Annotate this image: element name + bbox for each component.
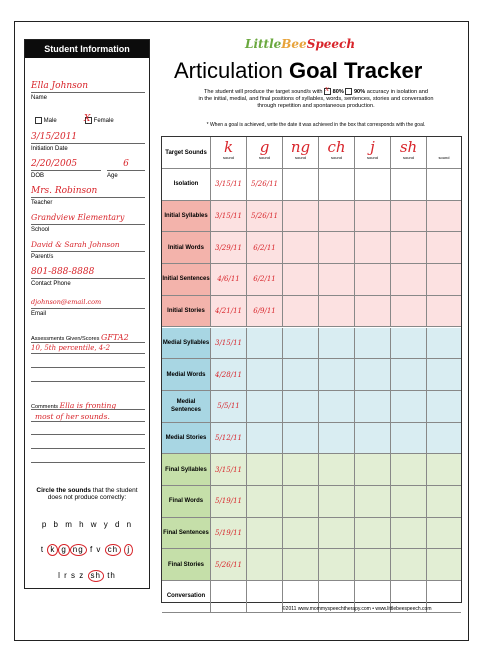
goal-date-cell[interactable] <box>391 391 427 423</box>
comment-line-3 <box>31 434 145 435</box>
gender-female[interactable] <box>84 114 114 125</box>
sound-g-circled[interactable]: g <box>58 544 69 556</box>
goal-date-cell[interactable]: 4/21/11 <box>211 296 247 328</box>
goal-date-cell[interactable] <box>427 232 461 264</box>
goal-date-cell[interactable] <box>427 486 461 518</box>
goal-row-label: Initial Syllables <box>162 201 211 233</box>
intro-l1a: The student will produce the target sound/s with <box>204 88 323 95</box>
goal-date-cell[interactable] <box>283 359 319 391</box>
assessments-label: Assessments Given/Scores <box>31 336 100 342</box>
goal-date-cell[interactable] <box>247 518 283 550</box>
initiation-label: Initiation Date <box>31 146 68 152</box>
sound-col-5[interactable] <box>355 137 391 169</box>
goal-row <box>162 328 461 360</box>
goal-row-label: Isolation <box>162 169 211 201</box>
goal-date-cell[interactable] <box>319 328 355 360</box>
goal-date-cell[interactable] <box>319 549 355 581</box>
goal-date-cell[interactable] <box>391 518 427 550</box>
goal-date-cell[interactable] <box>391 423 427 455</box>
phone-label: Contact Phone <box>31 281 71 287</box>
goal-date-cell[interactable] <box>247 391 283 423</box>
goal-date-cell[interactable] <box>319 486 355 518</box>
goal-date-cell[interactable] <box>391 169 427 201</box>
goal-date-cell[interactable] <box>283 201 319 233</box>
sound-col-2-value: g <box>259 138 270 156</box>
goal-row <box>162 201 461 233</box>
gender-male[interactable] <box>35 117 57 124</box>
goal-date-cell[interactable] <box>355 486 391 518</box>
intro-l2: in the initial, medial, and final positions of syllables, words, sentences, stories and conversation <box>198 95 434 102</box>
comment-line-5 <box>31 462 145 463</box>
pct1: 80% <box>332 88 344 95</box>
goal-row-label: Medial Syllables <box>162 328 211 360</box>
goal-row-label: Initial Sentences <box>162 264 211 296</box>
goal-date-cell[interactable] <box>427 201 461 233</box>
dob-field[interactable] <box>31 158 101 179</box>
intro-l3: through repetition and spontaneous production. <box>257 102 375 109</box>
goal-row <box>162 169 461 201</box>
sound-t[interactable]: t <box>40 545 45 554</box>
goal-date-cell[interactable] <box>283 328 319 360</box>
sound-col-1-value: k <box>223 138 234 156</box>
goal-date-cell[interactable]: 3/29/11 <box>211 232 247 264</box>
copyright-footer: ©2011 www.mommyspeechtherapy.com • www.littlebeespeech.com <box>282 606 432 612</box>
goal-date-cell[interactable] <box>319 169 355 201</box>
comments-value2: most of her sounds. <box>35 412 110 421</box>
goal-date-cell[interactable]: 5/19/11 <box>211 518 247 550</box>
goal-statement <box>172 85 460 110</box>
assessments-value2: 10, 5th percentile, 4-2 <box>31 344 111 352</box>
goal-date-cell[interactable]: 4/6/11 <box>211 264 247 296</box>
goal-date-cell[interactable]: 6/9/11 <box>247 296 283 328</box>
goal-date-cell[interactable] <box>391 201 427 233</box>
goal-row <box>162 486 461 518</box>
sound-col-4-value: ch <box>327 138 346 156</box>
sound-r[interactable]: r <box>64 571 68 580</box>
sound-col-6-value: sh <box>399 138 418 156</box>
goal-date-cell[interactable] <box>283 169 319 201</box>
title-part-b: Goal Tracker <box>288 58 423 83</box>
goal-date-cell[interactable]: 3/15/11 <box>211 201 247 233</box>
goal-date-cell[interactable]: 6/2/11 <box>247 232 283 264</box>
brand-logo <box>245 37 355 51</box>
goal-date-cell[interactable]: 3/15/11 <box>211 169 247 201</box>
goal-row <box>162 264 461 296</box>
sound-sub-label: sound <box>223 155 234 160</box>
sound-col-5-value: j <box>370 138 375 156</box>
brand-part-b: Bee <box>281 37 307 51</box>
sound-z[interactable]: z <box>79 571 85 580</box>
goal-date-cell[interactable] <box>355 423 391 455</box>
goal-date-cell[interactable] <box>319 359 355 391</box>
assessments-value1: GFTA2 <box>100 333 129 342</box>
parents-value: David & Sarah Johnson <box>31 239 145 252</box>
assessments-field[interactable] <box>31 333 147 342</box>
name-value: Ella Johnson <box>31 80 145 93</box>
sound-col-4[interactable] <box>319 137 355 169</box>
goal-row-label: Medial Words <box>162 359 211 391</box>
goal-date-cell[interactable] <box>319 232 355 264</box>
goal-date-cell[interactable] <box>391 328 427 360</box>
name-field[interactable] <box>31 80 145 101</box>
goal-date-cell[interactable] <box>319 391 355 423</box>
sound-row-2 <box>25 544 149 556</box>
sound-row-1: p b m h w y d n <box>41 520 133 529</box>
goal-row-label: Medial Stories <box>162 423 211 455</box>
goal-date-cell[interactable] <box>247 454 283 486</box>
comments-label: Comments <box>31 404 59 410</box>
sound-l[interactable]: l <box>58 571 61 580</box>
sound-sub-label: sound <box>438 155 450 160</box>
student-info-title: Student Information <box>25 40 149 58</box>
goal-row-label: Medial Sentences <box>162 391 211 423</box>
sound-s[interactable]: s <box>71 571 77 580</box>
goal-date-cell[interactable] <box>391 264 427 296</box>
goal-date-cell[interactable] <box>283 232 319 264</box>
goal-date-cell[interactable] <box>247 359 283 391</box>
email-value: djohnson@email.com <box>31 296 145 309</box>
age-field[interactable] <box>107 158 145 179</box>
goal-date-cell[interactable]: 5/19/11 <box>211 486 247 518</box>
dob-value: 2/20/2005 <box>31 158 101 171</box>
goal-date-cell[interactable] <box>355 169 391 201</box>
initiation-value: 3/15/2011 <box>31 131 145 144</box>
sound-col-3[interactable] <box>283 137 319 169</box>
sound-col-1[interactable] <box>211 137 247 169</box>
goal-date-cell[interactable] <box>391 549 427 581</box>
sound-sh-circled[interactable]: sh <box>88 570 104 582</box>
goal-date-cell[interactable] <box>391 232 427 264</box>
goal-row <box>162 423 461 455</box>
goal-row <box>162 391 461 423</box>
comment-line-4 <box>31 448 145 449</box>
sound-th[interactable]: th <box>107 571 116 580</box>
sound-col-3-value: ng <box>290 138 311 156</box>
goal-row <box>162 359 461 391</box>
comment-line-2 <box>31 421 145 422</box>
circle-line2: does not produce correctly: <box>47 494 127 501</box>
intro-l1b: accuracy in isolation and <box>366 88 428 95</box>
goal-row-label: Conversation <box>162 581 211 613</box>
goal-date-cell[interactable] <box>427 169 461 201</box>
goal-date-cell[interactable] <box>427 549 461 581</box>
comment-line-1 <box>31 409 145 410</box>
goal-date-cell[interactable] <box>283 296 319 328</box>
goal-date-cell[interactable] <box>355 549 391 581</box>
goal-date-cell[interactable] <box>283 423 319 455</box>
sound-sub-label: sound <box>403 155 414 160</box>
female-mark: X <box>84 114 91 124</box>
goal-date-cell[interactable] <box>319 518 355 550</box>
goal-date-cell[interactable] <box>355 201 391 233</box>
goal-date-cell[interactable] <box>319 296 355 328</box>
age-value: 6 <box>107 158 145 171</box>
goal-date-cell[interactable]: 6/2/11 <box>247 264 283 296</box>
target-sounds-label: Target Sounds <box>162 137 211 169</box>
goal-date-cell[interactable]: 5/5/11 <box>211 391 247 423</box>
goal-date-cell[interactable] <box>355 264 391 296</box>
assess-line-1 <box>31 342 145 343</box>
goal-date-cell[interactable]: 5/12/11 <box>211 423 247 455</box>
circle-rest: that the student <box>92 487 138 494</box>
assess-line-3 <box>31 367 145 368</box>
goal-date-cell[interactable] <box>355 328 391 360</box>
email-label: Email <box>31 311 47 317</box>
goal-date-cell[interactable] <box>283 549 319 581</box>
sound-sub-label: sound <box>259 155 270 160</box>
page-title <box>174 58 422 84</box>
goal-date-cell[interactable]: 5/26/11 <box>247 201 283 233</box>
sound-col-6[interactable] <box>391 137 427 169</box>
goal-date-cell[interactable] <box>319 264 355 296</box>
goal-date-cell[interactable] <box>427 296 461 328</box>
male-checkbox[interactable] <box>35 117 42 124</box>
goal-row-label: Initial Stories <box>162 296 211 328</box>
goal-note: * When a goal is achieved, write the date it was achieved in the box that corresponds with the goal. <box>206 122 426 128</box>
sound-sub-label: sound <box>367 155 378 160</box>
dob-label: DOB <box>31 173 45 179</box>
goal-row-label: Final Syllables <box>162 454 211 486</box>
goal-date-cell[interactable] <box>247 423 283 455</box>
name-label: Name <box>31 95 48 101</box>
goal-row-label: Final Words <box>162 486 211 518</box>
goal-date-cell[interactable]: 5/26/11 <box>211 549 247 581</box>
goal-date-cell[interactable] <box>283 486 319 518</box>
parents-field[interactable] <box>31 239 145 260</box>
student-info-panel <box>24 39 150 589</box>
goal-date-cell[interactable] <box>427 423 461 455</box>
goal-date-cell[interactable] <box>247 581 283 613</box>
sound-ch-circled[interactable]: ch <box>105 544 121 556</box>
sound-col-2[interactable] <box>247 137 283 169</box>
comments-value1: Ella is fronting <box>59 401 117 410</box>
phone-field[interactable] <box>31 266 145 287</box>
goal-date-cell[interactable] <box>427 264 461 296</box>
goal-row-label: Initial Words <box>162 232 211 264</box>
goal-date-cell[interactable] <box>427 454 461 486</box>
pct2-checkbox[interactable] <box>345 88 352 95</box>
sound-j-circled[interactable]: j <box>124 544 133 556</box>
goal-date-cell[interactable]: 3/15/11 <box>211 454 247 486</box>
goal-date-cell[interactable] <box>319 201 355 233</box>
age-label: Age <box>107 173 118 179</box>
brand-part-a: Little <box>245 37 282 51</box>
circle-bold: Circle the sounds <box>36 487 91 494</box>
goal-row-label: Final Sentences <box>162 518 211 550</box>
goal-date-cell[interactable] <box>319 423 355 455</box>
goal-row <box>162 232 461 264</box>
goal-date-cell[interactable] <box>391 454 427 486</box>
goal-date-cell[interactable] <box>427 359 461 391</box>
parents-label: Parent/s <box>31 254 54 260</box>
female-label: Female <box>93 118 114 125</box>
sound-sub-label: sound <box>295 155 306 160</box>
sound-col-7[interactable] <box>427 137 461 169</box>
brand-part-c: Speech <box>306 37 356 51</box>
sound-k-circled[interactable]: k <box>47 544 58 556</box>
goal-date-cell[interactable]: 3/15/11 <box>211 328 247 360</box>
teacher-label: Teacher <box>31 200 53 206</box>
goal-date-cell[interactable] <box>247 549 283 581</box>
goal-date-cell[interactable] <box>427 328 461 360</box>
teacher-value: Mrs. Robinson <box>31 185 145 198</box>
male-label: Male <box>43 118 57 125</box>
sound-v[interactable]: v <box>96 545 102 554</box>
goal-date-cell[interactable] <box>355 359 391 391</box>
goal-date-cell[interactable] <box>391 296 427 328</box>
title-part-a: Articulation <box>174 58 283 83</box>
goal-date-cell[interactable] <box>319 454 355 486</box>
school-value: Grandview Elementary <box>31 212 145 225</box>
goal-date-cell[interactable] <box>211 581 247 613</box>
goal-row-label: Final Stories <box>162 549 211 581</box>
goal-date-cell[interactable] <box>427 391 461 423</box>
email-field[interactable] <box>31 296 145 317</box>
sound-row-3 <box>25 570 149 582</box>
goal-date-cell[interactable] <box>247 486 283 518</box>
goal-date-cell[interactable] <box>391 486 427 518</box>
goal-row <box>162 549 461 581</box>
teacher-field[interactable] <box>31 185 145 206</box>
goal-date-cell[interactable] <box>283 518 319 550</box>
initiation-field[interactable] <box>31 131 145 152</box>
goal-date-cell[interactable] <box>283 454 319 486</box>
goal-date-cell[interactable] <box>355 391 391 423</box>
school-label: School <box>31 227 50 233</box>
sound-f[interactable]: f <box>89 545 94 554</box>
grid-header-row <box>162 137 461 169</box>
goal-date-cell[interactable] <box>355 454 391 486</box>
goal-row <box>162 454 461 486</box>
goal-date-cell[interactable] <box>391 359 427 391</box>
goal-date-cell[interactable] <box>427 581 461 613</box>
goal-row <box>162 518 461 550</box>
sound-ng-circled[interactable]: ng <box>70 544 87 556</box>
goal-date-cell[interactable] <box>283 264 319 296</box>
circle-instructions <box>25 487 149 501</box>
goal-date-cell[interactable] <box>355 232 391 264</box>
pct1-checkbox[interactable]: x <box>324 88 331 95</box>
phone-value: 801-888-8888 <box>31 266 145 279</box>
goal-date-cell[interactable] <box>355 296 391 328</box>
goal-date-cell[interactable] <box>283 391 319 423</box>
sound-sub-label: sound <box>331 155 342 160</box>
assess-line-2 <box>31 353 145 354</box>
goal-row <box>162 296 461 328</box>
goal-date-cell[interactable]: 4/28/11 <box>211 359 247 391</box>
goal-date-cell[interactable] <box>247 328 283 360</box>
goal-tracker-grid <box>161 136 462 603</box>
goal-date-cell[interactable] <box>427 518 461 550</box>
pct2: 90% <box>353 88 366 95</box>
goal-date-cell[interactable] <box>355 518 391 550</box>
school-field[interactable] <box>31 212 145 233</box>
assess-line-4 <box>31 381 145 382</box>
goal-date-cell[interactable]: 5/26/11 <box>247 169 283 201</box>
